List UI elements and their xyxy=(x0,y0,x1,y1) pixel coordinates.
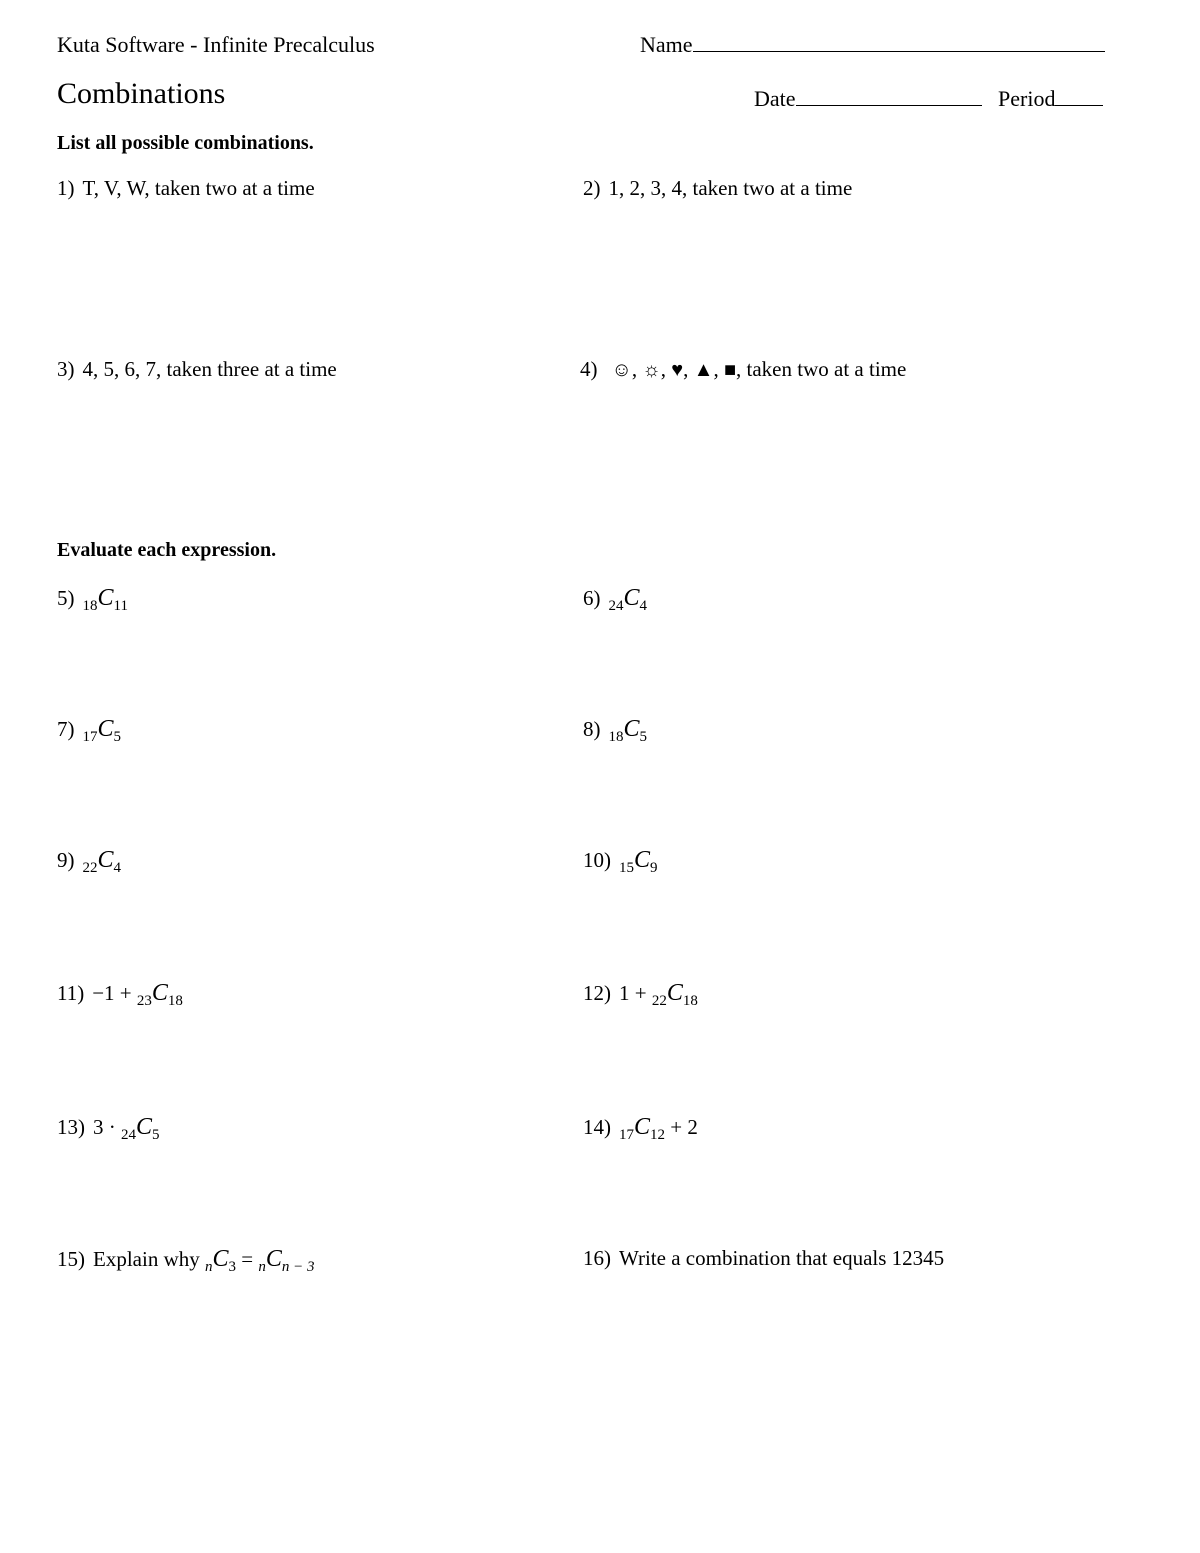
problem-number: 2) xyxy=(583,176,601,200)
period-blank[interactable] xyxy=(1055,87,1103,106)
r-subscript: 5 xyxy=(639,729,648,745)
r-subscript: 3 xyxy=(228,1259,236,1275)
problem-11 xyxy=(57,980,183,1007)
date-blank[interactable] xyxy=(796,87,982,106)
combination-symbol: C xyxy=(634,847,651,873)
problem-number: 15) xyxy=(57,1247,85,1271)
name-field[interactable] xyxy=(640,32,1105,58)
problem-number: 6) xyxy=(583,586,601,610)
r-subscript: 4 xyxy=(113,860,122,876)
problem-15 xyxy=(57,1246,314,1273)
name-blank[interactable] xyxy=(693,33,1105,52)
publisher-line: Kuta Software - Infinite Precalculus xyxy=(57,32,375,57)
combination-symbol: C xyxy=(97,585,114,611)
problem-text: 4, 5, 6, 7, taken three at a time xyxy=(82,357,337,381)
sun-icon: ☼ xyxy=(642,359,661,381)
n-subscript: 24 xyxy=(608,598,624,614)
combination-symbol: C xyxy=(623,585,640,611)
r-subscript: 11 xyxy=(113,598,128,614)
problem-number: 11) xyxy=(57,981,85,1005)
n-subscript: 17 xyxy=(82,729,98,745)
problem-14 xyxy=(583,1114,698,1141)
problem-number: 9) xyxy=(57,848,75,872)
combination-symbol: C xyxy=(97,847,114,873)
n-subscript: 22 xyxy=(82,860,98,876)
problem-number: 12) xyxy=(583,981,611,1005)
n-subscript: 17 xyxy=(619,1127,634,1143)
combination-symbol: C xyxy=(151,980,168,1006)
problem-1 xyxy=(57,176,315,201)
prefix: −1 + xyxy=(92,981,137,1005)
period-field[interactable] xyxy=(998,86,1103,112)
n-subscript: 23 xyxy=(136,993,152,1009)
r-subscript: 12 xyxy=(650,1127,666,1143)
n-subscript: 18 xyxy=(82,598,98,614)
suffix: + 2 xyxy=(665,1115,698,1139)
problem-number: 14) xyxy=(583,1115,611,1139)
combination-symbol: C xyxy=(136,1114,153,1140)
problem-text: , taken two at a time xyxy=(736,357,907,381)
problem-12 xyxy=(583,980,698,1007)
n-subscript: 18 xyxy=(608,729,624,745)
r-subscript: 9 xyxy=(650,860,658,876)
problem-9 xyxy=(57,847,121,874)
smiley-icon: ☺ xyxy=(611,359,632,381)
n-subscript: n xyxy=(258,1259,266,1275)
problem-7 xyxy=(57,716,121,743)
date-field[interactable] xyxy=(754,86,982,112)
n-subscript: 24 xyxy=(121,1127,136,1143)
problem-3 xyxy=(57,357,337,382)
problem-10 xyxy=(583,847,658,874)
heart-icon: ♥ xyxy=(671,359,684,381)
prefix: Explain why xyxy=(93,1247,205,1271)
prefix: 1 + xyxy=(619,981,652,1005)
evaluate-instruction: Evaluate each expression. xyxy=(57,539,277,561)
combination-symbol: C xyxy=(634,1114,651,1140)
r-subscript: 5 xyxy=(113,729,122,745)
problem-6 xyxy=(583,585,647,612)
combination-symbol: C xyxy=(623,716,640,742)
square-icon: ■ xyxy=(723,359,737,381)
name-label: Name xyxy=(640,32,693,57)
problem-8 xyxy=(583,716,647,743)
problem-4: 4) ☺, ☼, ♥, ▲, ■, taken two at a time xyxy=(580,357,907,381)
problem-number: 8) xyxy=(583,717,601,741)
r-subscript: 18 xyxy=(682,993,698,1009)
problem-13 xyxy=(57,1114,160,1141)
n-subscript: 22 xyxy=(651,993,667,1009)
problem-number: 5) xyxy=(57,586,75,610)
combination-symbol: C xyxy=(265,1246,282,1272)
problem-5 xyxy=(57,585,128,612)
r-subscript: 5 xyxy=(152,1127,160,1143)
problem-text: T, V, W, taken two at a time xyxy=(82,176,315,200)
problem-text: Write a combination that equals 12345 xyxy=(619,1246,945,1270)
problem-number: 3) xyxy=(57,357,75,381)
r-subscript: n − 3 xyxy=(281,1259,315,1275)
problem-number: 10) xyxy=(583,848,611,872)
problem-number: 7) xyxy=(57,717,75,741)
combination-symbol: C xyxy=(97,716,114,742)
problem-number: 1) xyxy=(57,176,75,200)
worksheet-title: Combinations xyxy=(57,77,226,110)
prefix: 3 · xyxy=(93,1115,121,1139)
problem-number: 16) xyxy=(583,1246,611,1270)
triangle-icon: ▲ xyxy=(693,359,714,381)
n-subscript: 15 xyxy=(619,860,634,876)
combination-symbol: C xyxy=(212,1246,229,1272)
problem-number: 13) xyxy=(57,1115,85,1139)
combination-symbol: C xyxy=(666,980,683,1006)
problem-2 xyxy=(583,176,852,201)
date-label: Date xyxy=(754,86,796,111)
n-subscript: n xyxy=(204,1259,213,1275)
r-subscript: 18 xyxy=(167,993,183,1009)
problem-16 xyxy=(583,1246,944,1271)
r-subscript: 4 xyxy=(639,598,648,614)
equals-sign: = xyxy=(236,1247,259,1271)
problem-text: 1, 2, 3, 4, taken two at a time xyxy=(608,176,853,200)
period-label: Period xyxy=(998,86,1056,111)
problem-number: 4) xyxy=(580,357,598,381)
list-instruction: List all possible combinations. xyxy=(57,132,314,154)
